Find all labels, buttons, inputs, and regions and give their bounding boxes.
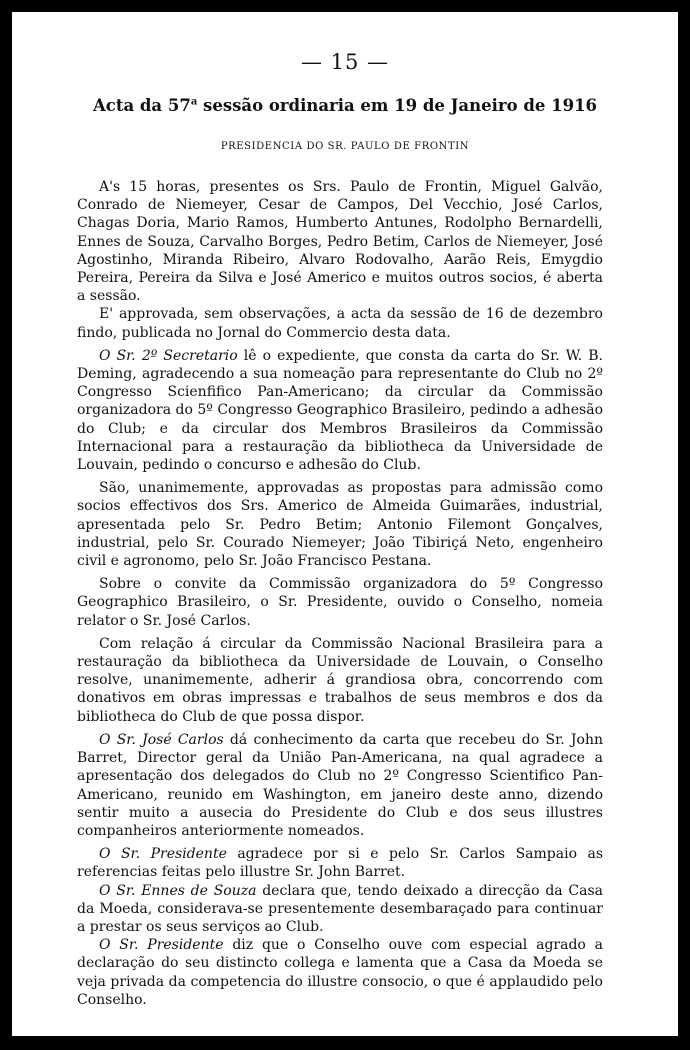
paragraph-speaker: O Sr. Presidente (99, 846, 227, 863)
paragraph-text: E' approvada, sem observações, a acta da sessão de 16 de dezembro findo, publicada no Jornal do Commercio desta data. (77, 306, 603, 341)
paragraph-text: agradece por si e pelo Sr. Carlos Sampaio as referencias feitas pelo illustre Sr. John Barret. (77, 846, 604, 881)
paragraph-attendance (77, 178, 603, 305)
paragraph-barret-letter (77, 731, 603, 840)
paragraph-text: Com relação á circular da Commissão Nacional Brasileira para a restauração da bibliotheca da Universidade de Louvain, o Conselho resolve, unanimemente, adherir á grandiosa obra, concorrendo com donativos em obras impressas e trabalhos de seus membros e dos da bibliotheca do Club de que possa dispor. (77, 635, 603, 725)
paragraph-ennes-declaration (77, 882, 603, 937)
title-text-start: Acta da 57 (92, 96, 191, 115)
page-number: — 15 — (300, 50, 390, 74)
presidency-subtitle: PRESIDENCIA DO SR. PAULO DE FRONTIN (220, 141, 470, 152)
paragraph-approval (77, 305, 603, 341)
paragraph-text: A's 15 horas, presentes os Srs. Paulo de Frontin, Miguel Galvão, Conrado de Niemeyer, Cesar de Campos, Del Vecchio, José Carlos, Chagas Doria, Mario Ramos, Humberto Antunes, Rodolpho Bernardelli, Ennes de Souza, Carvalho Borges, Pedro Betim, Carlos de Niemeyer, José Agostinho, Miranda Ribeiro, Alvaro Rodovalho, Aarão Reis, Emygdio Pereira, Pereira da Silva e José Americo e muitos outros socios, é aberta a sessão. (77, 179, 603, 305)
paragraph-president-reply (77, 936, 603, 1009)
minutes-body (77, 178, 603, 1009)
paragraph-congress-invitation (77, 575, 603, 630)
paragraph-president-thanks (77, 845, 603, 881)
title-text-end: sessão ordinaria em 19 de Janeiro de 1916 (197, 96, 598, 115)
paragraph-text: Sobre o convite da Commissão organizadora do 5º Congresso Geographico Brasileiro, o Sr. Presidente, ouvido o Conselho, nomeia relator o Sr. José Carlos. (77, 576, 603, 629)
paragraph-text: dá conhecimento da carta que recebeu do Sr. John Barret, Director geral da União Pan-Americana, na qual agradece a apresentação dos delegados do Club no 2º Congresso Scientifico Pan-Americano, reunido em Washington, em janeiro deste anno, dizendo sentir muito a ausecia do Presidente do Club e dos seus illustres companheiros anteriormente nomeados. (77, 731, 603, 839)
paragraph-speaker: O Sr. Ennes de Souza (99, 882, 257, 899)
paragraph-correspondence (77, 347, 603, 474)
paragraph-admissions (77, 479, 603, 570)
paragraph-louvain-library (77, 635, 603, 726)
paragraph-text: declara que, tendo deixado a direcção da Casa da Moeda, considerava-se presentemente desembaraçado para continuar a prestar os seus serviços ao Club. (77, 882, 604, 935)
paragraph-text: lê o expediente, que consta da carta do Sr. W. B. Deming, agradecendo a sua nomeação para representante do Club no 2º Congresso Scienfifico Pan-Americano; da circular da Commissão organizadora do 5º Congresso Geographico Brasileiro, pedindo a adhesão do Club; e da circular dos Membros Brasileiros da Commissão Internacional para a restauração da bibliotheca da Universidade de Louvain, pedindo o concurso e adhesão do Club. (77, 347, 603, 474)
page-title (12, 96, 678, 115)
title-ordinal-suffix: a (190, 96, 198, 108)
paragraph-text: diz que o Conselho ouve com especial agrado a declaração do seu distincto collega e lamenta que a Casa da Moeda se veja privada da competencia do illustre consocio, o que é applaudido pelo Conselho. (77, 937, 603, 1008)
paragraph-speaker: O Sr. José Carlos (99, 731, 224, 748)
paragraph-speaker: O Sr. 2º Secretario (99, 347, 238, 364)
document-page (12, 12, 678, 1036)
paragraph-speaker: O Sr. Presidente (99, 937, 224, 954)
paragraph-text: São, unanimemente, approvadas as propostas para admissão como socios effectivos dos Srs. Americo de Almeida Guimarães, industrial, apresentada pelo Sr. Pedro Betim; Antonio Filemont Gonçalves, industrial, pelo Sr. Courado Niemeyer; João Tibiriçá Neto, engenheiro civil e agronomo, pelo Sr. João Francisco Pestana. (77, 480, 603, 570)
